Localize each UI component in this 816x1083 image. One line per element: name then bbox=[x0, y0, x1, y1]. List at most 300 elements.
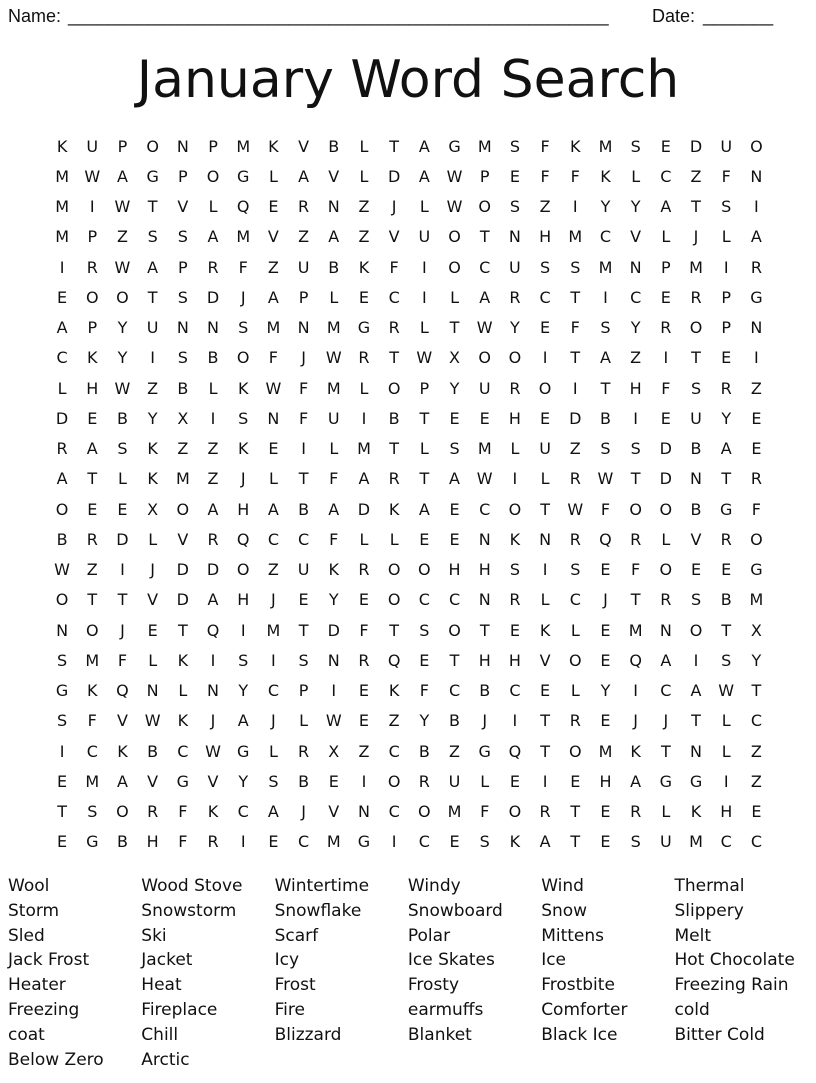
grid-letter[interactable]: M bbox=[447, 802, 462, 822]
grid-letter[interactable]: Y bbox=[600, 197, 611, 217]
grid-letter[interactable]: M bbox=[689, 257, 703, 277]
grid-letter[interactable]: Y bbox=[751, 650, 762, 670]
grid-letter[interactable]: M bbox=[326, 318, 341, 338]
grid-letter[interactable]: C bbox=[660, 166, 672, 186]
grid-letter[interactable]: A bbox=[207, 227, 219, 247]
grid-letter[interactable]: Z bbox=[298, 227, 310, 247]
grid-letter[interactable]: I bbox=[723, 257, 729, 277]
grid-letter[interactable]: B bbox=[388, 408, 400, 428]
grid-letter[interactable]: N bbox=[690, 741, 703, 761]
grid-letter[interactable]: B bbox=[449, 711, 461, 731]
grid-letter[interactable]: L bbox=[570, 620, 580, 640]
grid-letter[interactable]: W bbox=[476, 318, 493, 338]
grid-letter[interactable]: F bbox=[298, 378, 309, 398]
grid-letter[interactable]: X bbox=[328, 741, 340, 761]
grid-letter[interactable]: I bbox=[421, 287, 427, 307]
grid-letter[interactable]: M bbox=[357, 439, 371, 459]
grid-letter[interactable]: U bbox=[690, 408, 702, 428]
grid-letter[interactable]: O bbox=[85, 287, 99, 307]
grid-letter[interactable]: L bbox=[721, 741, 731, 761]
grid-letter[interactable]: C bbox=[298, 832, 310, 852]
grid-letter[interactable]: F bbox=[117, 650, 128, 670]
grid-letter[interactable]: T bbox=[691, 711, 701, 731]
grid-letter[interactable]: S bbox=[449, 439, 460, 459]
grid-letter[interactable]: W bbox=[144, 711, 161, 731]
grid-letter[interactable]: T bbox=[479, 620, 490, 640]
grid-letter[interactable]: B bbox=[328, 136, 340, 156]
grid-letter[interactable]: O bbox=[568, 650, 582, 670]
grid-letter[interactable]: I bbox=[210, 650, 216, 670]
grid-letter[interactable]: A bbox=[418, 136, 430, 156]
grid-letter[interactable]: L bbox=[359, 166, 369, 186]
grid-letter[interactable]: T bbox=[419, 408, 430, 428]
grid-letter[interactable]: U bbox=[539, 439, 551, 459]
grid-letter[interactable]: Z bbox=[750, 378, 762, 398]
grid-letter[interactable]: K bbox=[56, 136, 68, 156]
grid-letter[interactable]: H bbox=[720, 802, 733, 822]
grid-letter[interactable]: T bbox=[449, 318, 460, 338]
grid-letter[interactable]: F bbox=[480, 802, 490, 822]
grid-letter[interactable]: E bbox=[600, 560, 611, 580]
grid-letter[interactable]: A bbox=[418, 499, 430, 519]
grid-letter[interactable]: H bbox=[629, 378, 642, 398]
grid-letter[interactable]: G bbox=[659, 771, 673, 791]
grid-letter[interactable]: I bbox=[120, 560, 125, 580]
grid-letter[interactable]: Q bbox=[508, 741, 522, 761]
grid-letter[interactable]: O bbox=[659, 499, 673, 519]
grid-letter[interactable]: K bbox=[388, 499, 400, 519]
grid-letter[interactable]: E bbox=[540, 681, 551, 701]
grid-letter[interactable]: E bbox=[358, 590, 370, 610]
grid-letter[interactable]: L bbox=[329, 287, 339, 307]
grid-letter[interactable]: C bbox=[509, 681, 521, 701]
grid-letter[interactable]: O bbox=[689, 620, 703, 640]
grid-letter[interactable]: L bbox=[570, 681, 580, 701]
grid-letter[interactable]: L bbox=[480, 771, 490, 791]
grid-letter[interactable]: K bbox=[630, 741, 641, 761]
grid-letter[interactable]: O bbox=[387, 771, 401, 791]
grid-letter[interactable]: S bbox=[570, 560, 581, 580]
grid-letter[interactable]: Z bbox=[207, 469, 219, 489]
grid-letter[interactable]: C bbox=[177, 741, 189, 761]
grid-letter[interactable]: I bbox=[572, 197, 578, 217]
grid-letter[interactable]: U bbox=[297, 560, 310, 580]
grid-letter[interactable]: E bbox=[600, 620, 611, 640]
grid-letter[interactable]: N bbox=[146, 681, 159, 701]
grid-letter[interactable]: R bbox=[56, 439, 68, 459]
grid-letter[interactable]: C bbox=[448, 681, 461, 701]
grid-letter[interactable]: L bbox=[510, 439, 520, 459]
grid-letter[interactable]: B bbox=[116, 832, 128, 852]
grid-letter[interactable]: M bbox=[55, 197, 69, 217]
grid-letter[interactable]: H bbox=[448, 560, 461, 580]
grid-letter[interactable]: H bbox=[237, 499, 250, 519]
grid-letter[interactable]: W bbox=[416, 348, 433, 368]
grid-letter[interactable]: V bbox=[388, 227, 400, 247]
grid-letter[interactable]: F bbox=[540, 166, 550, 186]
grid-letter[interactable]: S bbox=[630, 832, 641, 852]
grid-letter[interactable]: I bbox=[603, 287, 608, 307]
grid-letter[interactable]: I bbox=[391, 832, 397, 852]
grid-letter[interactable]: G bbox=[720, 499, 733, 519]
grid-letter[interactable]: E bbox=[57, 287, 68, 307]
grid-letter[interactable]: N bbox=[176, 136, 189, 156]
grid-letter[interactable]: O bbox=[659, 560, 673, 580]
grid-letter[interactable]: P bbox=[178, 257, 188, 277]
grid-letter[interactable]: S bbox=[600, 439, 611, 459]
grid-letter[interactable]: E bbox=[660, 408, 671, 428]
grid-letter[interactable]: S bbox=[630, 136, 641, 156]
grid-letter[interactable]: W bbox=[446, 166, 463, 186]
grid-letter[interactable]: Y bbox=[449, 378, 460, 398]
grid-letter[interactable]: A bbox=[660, 197, 672, 217]
grid-letter[interactable]: G bbox=[750, 560, 763, 580]
grid-letter[interactable]: A bbox=[267, 287, 279, 307]
grid-letter[interactable]: E bbox=[600, 832, 611, 852]
grid-letter[interactable]: E bbox=[419, 529, 430, 549]
grid-letter[interactable]: T bbox=[570, 348, 581, 368]
grid-letter[interactable]: H bbox=[539, 227, 552, 247]
grid-letter[interactable]: C bbox=[479, 257, 491, 277]
grid-letter[interactable]: Y bbox=[630, 318, 641, 338]
grid-letter[interactable]: M bbox=[598, 257, 613, 277]
grid-letter[interactable]: I bbox=[59, 741, 65, 761]
grid-letter[interactable]: D bbox=[387, 166, 401, 186]
grid-letter[interactable]: P bbox=[298, 681, 309, 701]
grid-letter[interactable]: M bbox=[598, 136, 613, 156]
grid-letter[interactable]: U bbox=[86, 136, 99, 156]
grid-letter[interactable]: Q bbox=[206, 620, 220, 640]
grid-letter[interactable]: S bbox=[479, 832, 490, 852]
grid-letter[interactable]: O bbox=[55, 590, 69, 610]
grid-letter[interactable]: I bbox=[361, 408, 367, 428]
grid-letter[interactable]: Z bbox=[388, 711, 400, 731]
grid-letter[interactable]: S bbox=[177, 227, 188, 247]
grid-letter[interactable]: U bbox=[659, 832, 672, 852]
grid-letter[interactable]: L bbox=[540, 590, 550, 610]
grid-letter[interactable]: P bbox=[479, 166, 490, 186]
grid-letter[interactable]: F bbox=[359, 620, 369, 640]
grid-letter[interactable]: J bbox=[210, 711, 216, 731]
grid-letter[interactable]: E bbox=[57, 832, 68, 852]
grid-letter[interactable]: W bbox=[476, 469, 493, 489]
grid-letter[interactable]: S bbox=[298, 650, 309, 670]
grid-letter[interactable]: N bbox=[267, 408, 280, 428]
grid-letter[interactable]: T bbox=[389, 348, 400, 368]
grid-letter[interactable]: I bbox=[542, 560, 548, 580]
grid-letter[interactable]: A bbox=[56, 469, 68, 489]
grid-letter[interactable]: D bbox=[55, 408, 69, 428]
grid-letter[interactable]: E bbox=[509, 771, 520, 791]
grid-letter[interactable]: K bbox=[147, 469, 158, 489]
grid-letter[interactable]: U bbox=[146, 318, 159, 338]
grid-letter[interactable]: F bbox=[178, 802, 188, 822]
grid-letter[interactable]: W bbox=[114, 197, 131, 217]
grid-letter[interactable]: C bbox=[56, 348, 68, 368]
grid-letter[interactable]: L bbox=[540, 469, 550, 489]
grid-letter[interactable]: V bbox=[116, 711, 128, 731]
grid-letter[interactable]: C bbox=[388, 287, 400, 307]
grid-letter[interactable]: U bbox=[327, 408, 340, 428]
grid-letter[interactable]: N bbox=[327, 197, 340, 217]
grid-letter[interactable]: M bbox=[477, 439, 492, 459]
grid-letter[interactable]: B bbox=[418, 741, 430, 761]
grid-letter[interactable]: A bbox=[720, 439, 732, 459]
grid-letter[interactable]: R bbox=[569, 711, 581, 731]
grid-letter[interactable]: E bbox=[540, 408, 551, 428]
grid-letter[interactable]: L bbox=[419, 439, 429, 459]
grid-letter[interactable]: J bbox=[391, 197, 397, 217]
grid-letter[interactable]: D bbox=[206, 560, 220, 580]
grid-letter[interactable]: I bbox=[693, 650, 699, 670]
grid-letter[interactable]: Z bbox=[147, 378, 159, 398]
grid-letter[interactable]: U bbox=[418, 227, 431, 247]
grid-letter[interactable]: K bbox=[177, 650, 189, 670]
grid-letter[interactable]: U bbox=[478, 378, 491, 398]
grid-letter[interactable]: R bbox=[207, 832, 219, 852]
grid-letter[interactable]: O bbox=[508, 348, 522, 368]
grid-letter[interactable]: A bbox=[207, 590, 219, 610]
grid-letter[interactable]: C bbox=[267, 681, 279, 701]
grid-letter[interactable]: K bbox=[177, 711, 189, 731]
grid-letter[interactable]: Z bbox=[267, 257, 279, 277]
grid-letter[interactable]: C bbox=[539, 287, 551, 307]
grid-letter[interactable]: R bbox=[750, 469, 762, 489]
grid-letter[interactable]: S bbox=[540, 257, 551, 277]
grid-letter[interactable]: S bbox=[690, 378, 702, 398]
grid-letter[interactable]: C bbox=[418, 832, 430, 852]
grid-letter[interactable]: T bbox=[87, 469, 98, 489]
grid-letter[interactable]: B bbox=[177, 378, 189, 398]
grid-letter[interactable]: L bbox=[148, 529, 158, 549]
grid-letter[interactable]: W bbox=[446, 197, 463, 217]
grid-letter[interactable]: N bbox=[357, 802, 370, 822]
grid-letter[interactable]: F bbox=[329, 469, 339, 489]
grid-letter[interactable]: G bbox=[478, 741, 491, 761]
grid-letter[interactable]: L bbox=[661, 227, 671, 247]
grid-letter[interactable]: D bbox=[176, 590, 189, 610]
grid-letter[interactable]: K bbox=[509, 529, 521, 549]
grid-letter[interactable]: E bbox=[690, 560, 702, 580]
grid-letter[interactable]: E bbox=[721, 560, 732, 580]
grid-letter[interactable]: S bbox=[509, 560, 520, 580]
grid-letter[interactable]: R bbox=[509, 287, 521, 307]
grid-letter[interactable]: P bbox=[178, 166, 188, 186]
grid-letter[interactable]: P bbox=[87, 227, 98, 247]
grid-letter[interactable]: M bbox=[628, 620, 643, 640]
grid-letter[interactable]: E bbox=[147, 620, 158, 640]
grid-letter[interactable]: J bbox=[301, 802, 306, 822]
grid-letter[interactable]: T bbox=[570, 832, 581, 852]
grid-letter[interactable]: E bbox=[328, 771, 339, 791]
grid-letter[interactable]: L bbox=[721, 711, 731, 731]
grid-letter[interactable]: O bbox=[236, 348, 250, 368]
grid-letter[interactable]: E bbox=[449, 499, 460, 519]
grid-letter[interactable]: F bbox=[178, 832, 188, 852]
grid-letter[interactable]: Z bbox=[358, 741, 370, 761]
grid-letter[interactable]: A bbox=[328, 499, 340, 519]
grid-letter[interactable]: B bbox=[116, 408, 128, 428]
grid-letter[interactable]: H bbox=[146, 832, 159, 852]
grid-letter[interactable]: L bbox=[359, 136, 369, 156]
grid-letter[interactable]: H bbox=[237, 590, 250, 610]
grid-letter[interactable]: J bbox=[240, 469, 246, 489]
grid-letter[interactable]: G bbox=[357, 832, 371, 852]
grid-letter[interactable]: S bbox=[177, 348, 188, 368]
grid-letter[interactable]: C bbox=[720, 832, 732, 852]
grid-letter[interactable]: E bbox=[751, 439, 762, 459]
grid-letter[interactable]: I bbox=[512, 711, 518, 731]
grid-letter[interactable]: A bbox=[147, 257, 159, 277]
grid-letter[interactable]: S bbox=[147, 227, 158, 247]
grid-letter[interactable]: V bbox=[298, 136, 310, 156]
grid-letter[interactable]: I bbox=[633, 408, 639, 428]
grid-letter[interactable]: I bbox=[754, 348, 759, 368]
grid-letter[interactable]: O bbox=[55, 499, 69, 519]
grid-letter[interactable]: F bbox=[721, 166, 731, 186]
grid-letter[interactable]: E bbox=[449, 832, 460, 852]
grid-letter[interactable]: R bbox=[660, 318, 672, 338]
grid-letter[interactable]: O bbox=[387, 590, 401, 610]
grid-letter[interactable]: E bbox=[358, 681, 370, 701]
grid-letter[interactable]: K bbox=[690, 802, 702, 822]
grid-letter[interactable]: E bbox=[660, 136, 671, 156]
grid-letter[interactable]: Z bbox=[267, 560, 279, 580]
grid-letter[interactable]: Q bbox=[236, 197, 250, 217]
date-field[interactable]: _______ bbox=[703, 6, 774, 26]
grid-letter[interactable]: U bbox=[509, 257, 521, 277]
grid-letter[interactable]: S bbox=[117, 439, 128, 459]
grid-letter[interactable]: T bbox=[751, 681, 762, 701]
grid-letter[interactable]: E bbox=[449, 529, 460, 549]
grid-letter[interactable]: T bbox=[147, 287, 158, 307]
grid-letter[interactable]: E bbox=[479, 408, 490, 428]
grid-letter[interactable]: D bbox=[659, 439, 672, 459]
grid-letter[interactable]: T bbox=[721, 469, 732, 489]
grid-letter[interactable]: J bbox=[663, 711, 669, 731]
grid-letter[interactable]: B bbox=[599, 408, 611, 428]
grid-letter[interactable]: K bbox=[237, 378, 249, 398]
grid-letter[interactable]: C bbox=[86, 741, 98, 761]
grid-letter[interactable]: O bbox=[387, 560, 401, 580]
grid-letter[interactable]: P bbox=[298, 287, 309, 307]
grid-letter[interactable]: Z bbox=[750, 771, 762, 791]
grid-letter[interactable]: W bbox=[265, 378, 282, 398]
grid-letter[interactable]: D bbox=[116, 529, 129, 549]
grid-letter[interactable]: E bbox=[540, 318, 551, 338]
grid-letter[interactable]: L bbox=[208, 197, 218, 217]
grid-letter[interactable]: B bbox=[207, 348, 219, 368]
grid-letter[interactable]: E bbox=[268, 439, 279, 459]
grid-letter[interactable]: T bbox=[660, 741, 671, 761]
grid-letter[interactable]: J bbox=[603, 590, 608, 610]
grid-letter[interactable]: N bbox=[750, 166, 763, 186]
grid-letter[interactable]: S bbox=[57, 650, 68, 670]
grid-letter[interactable]: R bbox=[418, 771, 430, 791]
grid-letter[interactable]: L bbox=[359, 378, 369, 398]
grid-letter[interactable]: I bbox=[633, 681, 639, 701]
grid-letter[interactable]: E bbox=[751, 802, 762, 822]
grid-letter[interactable]: S bbox=[238, 318, 249, 338]
grid-letter[interactable]: M bbox=[236, 136, 251, 156]
grid-letter[interactable]: J bbox=[633, 711, 639, 731]
grid-letter[interactable]: R bbox=[569, 529, 581, 549]
grid-letter[interactable]: L bbox=[419, 197, 429, 217]
grid-letter[interactable]: F bbox=[329, 529, 339, 549]
grid-letter[interactable]: S bbox=[268, 771, 279, 791]
grid-letter[interactable]: S bbox=[630, 439, 641, 459]
grid-letter[interactable]: O bbox=[689, 318, 703, 338]
grid-letter[interactable]: C bbox=[388, 741, 400, 761]
grid-letter[interactable]: T bbox=[721, 620, 732, 640]
grid-letter[interactable]: O bbox=[478, 348, 492, 368]
grid-letter[interactable]: N bbox=[327, 650, 340, 670]
grid-letter[interactable]: T bbox=[449, 650, 460, 670]
grid-letter[interactable]: D bbox=[689, 136, 703, 156]
grid-letter[interactable]: C bbox=[237, 802, 249, 822]
grid-letter[interactable]: S bbox=[509, 197, 520, 217]
grid-letter[interactable]: C bbox=[599, 227, 612, 247]
grid-letter[interactable]: C bbox=[750, 832, 762, 852]
grid-letter[interactable]: I bbox=[361, 771, 367, 791]
grid-letter[interactable]: L bbox=[268, 741, 278, 761]
grid-letter[interactable]: T bbox=[540, 711, 550, 731]
grid-letter[interactable]: R bbox=[358, 348, 370, 368]
grid-letter[interactable]: L bbox=[389, 529, 399, 549]
grid-letter[interactable]: P bbox=[87, 318, 98, 338]
grid-letter[interactable]: E bbox=[509, 620, 520, 640]
grid-letter[interactable]: W bbox=[325, 348, 342, 368]
grid-letter[interactable]: J bbox=[240, 287, 246, 307]
grid-letter[interactable]: J bbox=[271, 590, 276, 610]
grid-letter[interactable]: I bbox=[301, 439, 306, 459]
grid-letter[interactable]: E bbox=[751, 408, 762, 428]
grid-letter[interactable]: R bbox=[86, 257, 98, 277]
grid-letter[interactable]: V bbox=[328, 166, 340, 186]
grid-letter[interactable]: B bbox=[690, 499, 702, 519]
grid-letter[interactable]: I bbox=[542, 771, 548, 791]
grid-letter[interactable]: K bbox=[539, 620, 551, 640]
grid-letter[interactable]: F bbox=[600, 499, 611, 519]
grid-letter[interactable]: E bbox=[87, 499, 98, 519]
grid-letter[interactable]: A bbox=[358, 469, 370, 489]
grid-letter[interactable]: Q bbox=[599, 529, 612, 549]
grid-letter[interactable]: I bbox=[331, 681, 337, 701]
grid-letter[interactable]: A bbox=[207, 499, 219, 519]
grid-letter[interactable]: N bbox=[176, 318, 189, 338]
grid-letter[interactable]: A bbox=[267, 499, 279, 519]
grid-letter[interactable]: I bbox=[271, 650, 276, 670]
grid-letter[interactable]: T bbox=[87, 590, 98, 610]
grid-letter[interactable]: H bbox=[478, 650, 491, 670]
grid-letter[interactable]: L bbox=[148, 650, 158, 670]
grid-letter[interactable]: F bbox=[540, 136, 550, 156]
grid-letter[interactable]: M bbox=[85, 771, 100, 791]
grid-letter[interactable]: P bbox=[208, 136, 218, 156]
grid-letter[interactable]: L bbox=[208, 378, 218, 398]
grid-letter[interactable]: T bbox=[600, 378, 611, 398]
grid-letter[interactable]: V bbox=[267, 227, 279, 247]
grid-letter[interactable]: E bbox=[600, 711, 611, 731]
grid-letter[interactable]: A bbox=[539, 832, 551, 852]
grid-letter[interactable]: I bbox=[421, 257, 427, 277]
grid-letter[interactable]: L bbox=[631, 166, 641, 186]
grid-letter[interactable]: O bbox=[448, 620, 461, 640]
grid-letter[interactable]: R bbox=[298, 197, 310, 217]
grid-letter[interactable]: D bbox=[176, 560, 189, 580]
grid-letter[interactable]: M bbox=[175, 469, 190, 489]
grid-letter[interactable]: O bbox=[568, 741, 582, 761]
